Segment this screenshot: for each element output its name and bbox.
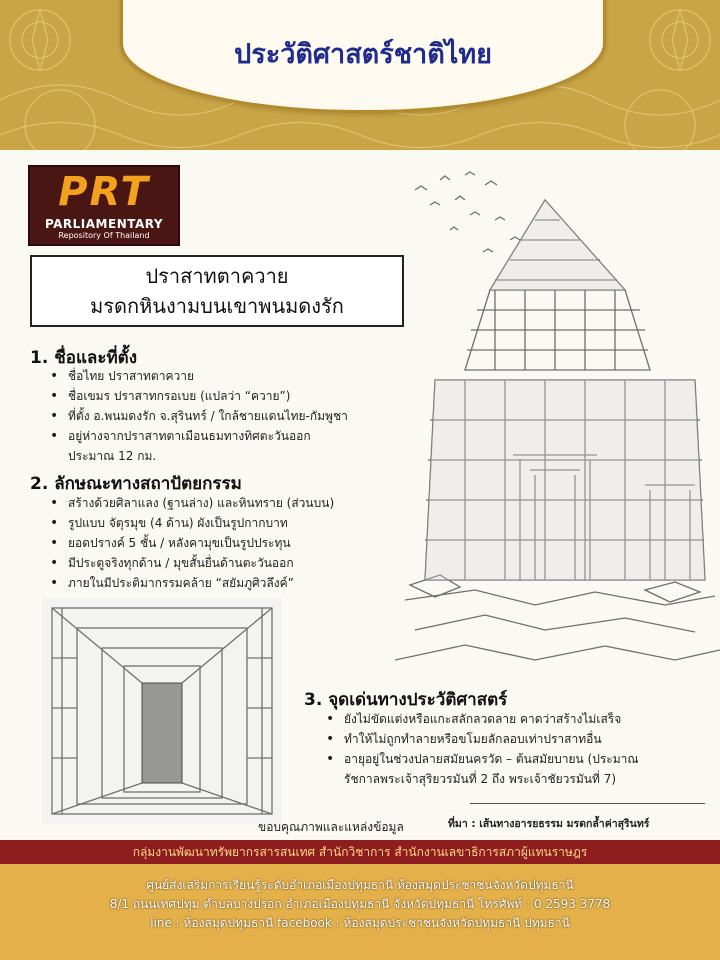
list-item: • อยู่ห่างจากปราสาทตาเมือนธมทางทิศตะวันออก [64,426,424,446]
source-divider [470,803,705,804]
section-1-heading: 1. ชื่อและที่ตั้ง [30,348,138,368]
logo-line-1: PARLIAMENTARY [44,217,164,231]
section-1-list [46,366,424,466]
source-citation: ที่มา : เส้นทางอารยธรรม มรดกล้ำค่าสุรินทร์ [448,818,650,830]
image-credit: ขอบคุณภาพและแหล่งข้อมูล [258,820,404,834]
list-item: • ชื่อไทย ปราสาทตาควาย [64,366,424,386]
temple-subtitle: มรดกหินงามบนเขาพนมดงรัก [90,294,344,318]
footer-address: 8/1 ถนนเทศปทุม ตำบลบางปรอก อำเภอเมืองปทุมธานี จังหวัดปทุมธานี โทรศัพท์ : 0 2593 3778 [109,897,611,911]
publisher-band: กลุ่มงานพัฒนาทรัพยากรสารสนเทศ สำนักวิชาการ สำนักงานเลขาธิการสภาผู้แทนราษฎร [0,840,720,864]
logo-mark: PRT [58,169,150,215]
list-item: • มีประตูจริงทุกด้าน / มุขสั้นยื่นด้านตะวันออก [64,553,424,573]
footer-line-1: ศูนย์ส่งเสริมการเรียนรู้ระดับอำเภอเมืองปทุมธานี ห้องสมุดประชาชนจังหวัดปทุมธานี [146,878,574,892]
logo-line-2: Repository Of Thailand [58,231,150,240]
list-item: • ทำให้ไม่ถูกทำลายหรือขโมยลักลอบเท่าปราสาทอื่น [340,729,720,749]
section-2-list [46,493,424,593]
section-3-list [322,709,720,789]
temple-sketch-image [395,160,720,670]
section-2-heading: 2. ลักษณะทางสถาปัตยกรรม [30,474,242,494]
header-banner [0,0,720,150]
list-item: • ยอดปรางค์ 5 ชั้น / หลังคามุขเป็นรูปประทุน [64,533,424,553]
footer-social: line : ห้องสมุดปทุมธานี facebook : ห้องสมุดประชาชนจังหวัดปทุมธานี ปทุมธานี [150,916,570,930]
list-item: • ยังไม่ขัดแต่งหรือแกะสลักลวดลาย คาดว่าสร้างไม่เสร็จ [340,709,720,729]
list-item: • รูปแบบ จัตุรมุข (4 ด้าน) ผังเป็นรูปกากบาท [64,513,424,533]
list-item: • ภายในมีประติมากรรมคล้าย “สยัมภูศิวลึงค์” [64,573,424,593]
list-item-continued: รัชกาลพระเจ้าสุริยวรมันที่ 2 ถึง พระเจ้าชัยวรมันที่ 7) [344,772,617,786]
list-item-continued: ประมาณ 12 กม. [68,449,157,463]
doorway-sketch-image [42,598,282,824]
list-item: • ชื่อเขมร ปราสาทกรอเบย (แปลว่า “ควาย”) [64,386,424,406]
page-title: ประวัติศาสตร์ชาติไทย [234,39,492,70]
section-3-heading: 3. จุดเด่นทางประวัติศาสตร์ [304,690,508,710]
list-item: • อายุอยู่ในช่วงปลายสมัยนครวัด – ต้นสมัยบายน (ประมาณ [340,749,720,769]
footer-contact [0,864,720,960]
prt-logo [28,165,180,246]
temple-name: ปราสาทตาควาย [145,264,289,288]
temple-name-box [30,255,404,327]
list-item: • ที่ตั้ง อ.พนมดงรัก จ.สุรินทร์ / ใกล้ชายแดนไทย-กัมพูชา [64,406,424,426]
list-item: • สร้างด้วยศิลาแลง (ฐานล่าง) และหินทราย (ส่วนบน) [64,493,424,513]
